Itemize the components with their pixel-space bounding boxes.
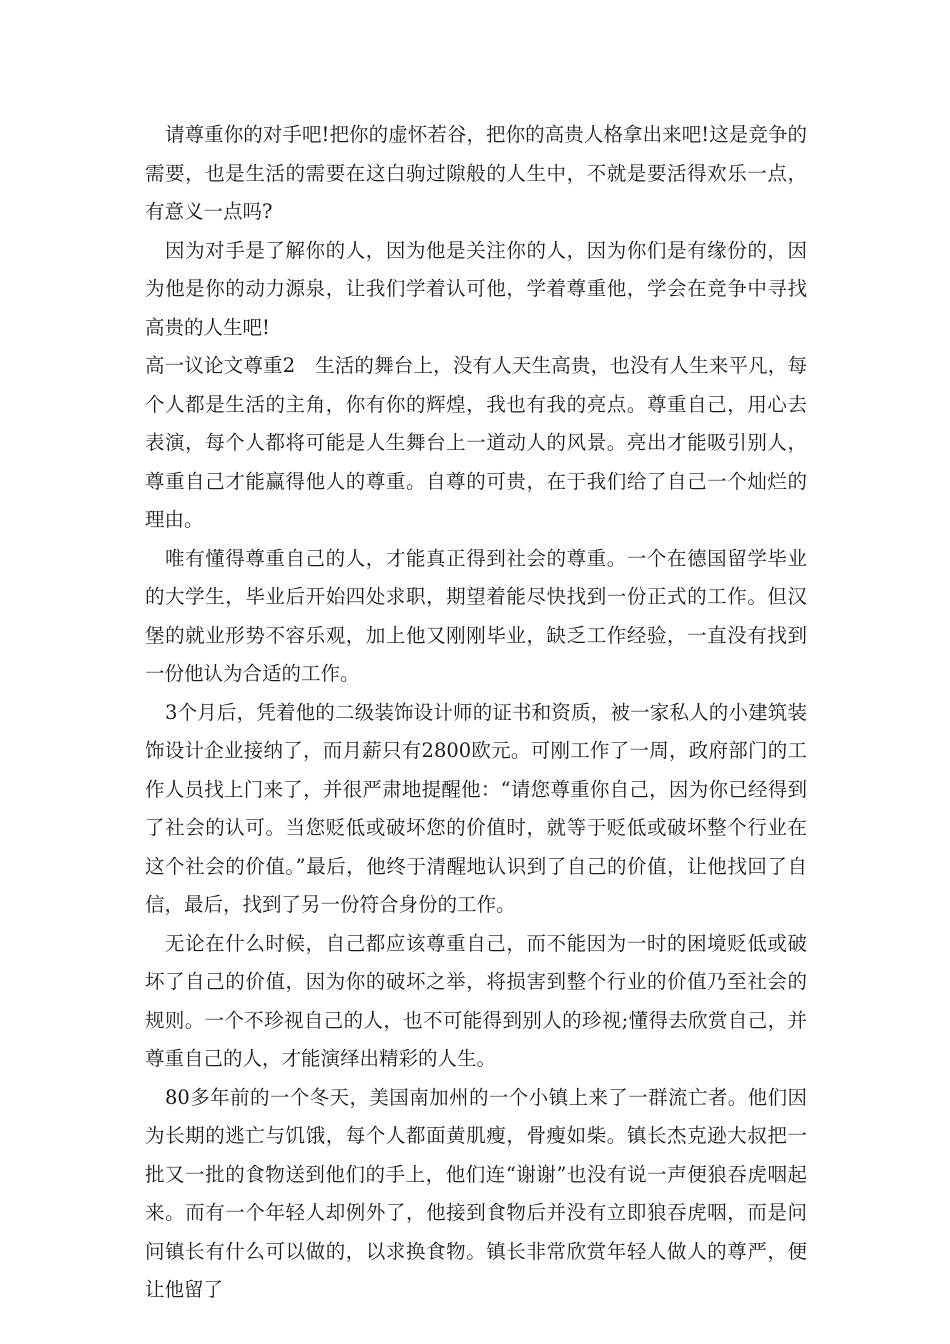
- paragraph-6: 无论在什么时候，自己都应该尊重自己，而不能因为一时的困境贬低或破坏了自己的价值，因为你的破坏之举，将损害到整个行业的价值乃至社会的规则。一个不珍视自己的人，也不可能得到别人的珍视;懂得去欣赏自己，并尊重自己的人，才能演绎出精彩的人生。: [145, 931, 807, 1070]
- paragraph-5: 3个月后，凭着他的二级装饰设计师的证书和资质，被一家私人的小建筑装饰设计企业接纳了，而月薪只有2800欧元。可刚工作了一周，政府部门的工作人员找上门来了，并很严肃地提醒他：“请您尊重你自己，因为你已经得到了社会的认可。当您贬低或破坏您的价值时，就等于贬低或破坏整个行业在这个社会的价值。”最后，他终于清醒地认识到了自己的价值，让他找回了自信，最后，找到了另一份符合身份的工作。: [145, 700, 807, 916]
- paragraph-2: 因为对手是了解你的人，因为他是关注你的人，因为你们是有缘份的，因为他是你的动力源泉，让我们学着认可他，学着尊重他，学会在竞争中寻找高贵的人生吧!: [145, 238, 807, 339]
- paragraph-4: 唯有懂得尊重自己的人，才能真正得到社会的尊重。一个在德国留学毕业的大学生，毕业后开始四处求职，期望着能尽快找到一份正式的工作。但汉堡的就业形势不容乐观，加上他又刚刚毕业，缺乏工作经验，一直没有找到一份他认为合适的工作。: [145, 546, 807, 685]
- paragraph-7: 80多年前的一个冬天，美国南加州的一个小镇上来了一群流亡者。他们因为长期的逃亡与饥饿，每个人都面黄肌瘦，骨瘦如柴。镇长杰克逊大叔把一批又一批的食物送到他们的手上，他们连“谢谢”也没有说一声便狼吞虎咽起来。而有一个年轻人却例外了，他接到食物后并没有立即狼吞虎咽，而是问问镇长有什么可以做的，以求换食物。镇长非常欣赏年轻人做人的尊严，便让他留了: [145, 1085, 807, 1301]
- paragraph-3-section-heading: 高一议论文尊重2 生活的舞台上，没有人天生高贵，也没有人生来平凡，每个人都是生活的主角，你有你的辉煌，我也有我的亮点。尊重自己，用心去表演，每个人都将可能是人生舞台上一道动人的风景。亮出才能吸引别人，尊重自己才能赢得他人的尊重。自尊的可贵，在于我们给了自己一个灿烂的理由。: [145, 354, 807, 531]
- paragraph-1: 请尊重你的对手吧!把你的虚怀若谷，把你的高贵人格拿出来吧!这是竞争的需要，也是生活的需要在这白驹过隙般的人生中，不就是要活得欢乐一点，有意义一点吗?: [145, 123, 807, 223]
- document-body: [145, 116, 807, 1310]
